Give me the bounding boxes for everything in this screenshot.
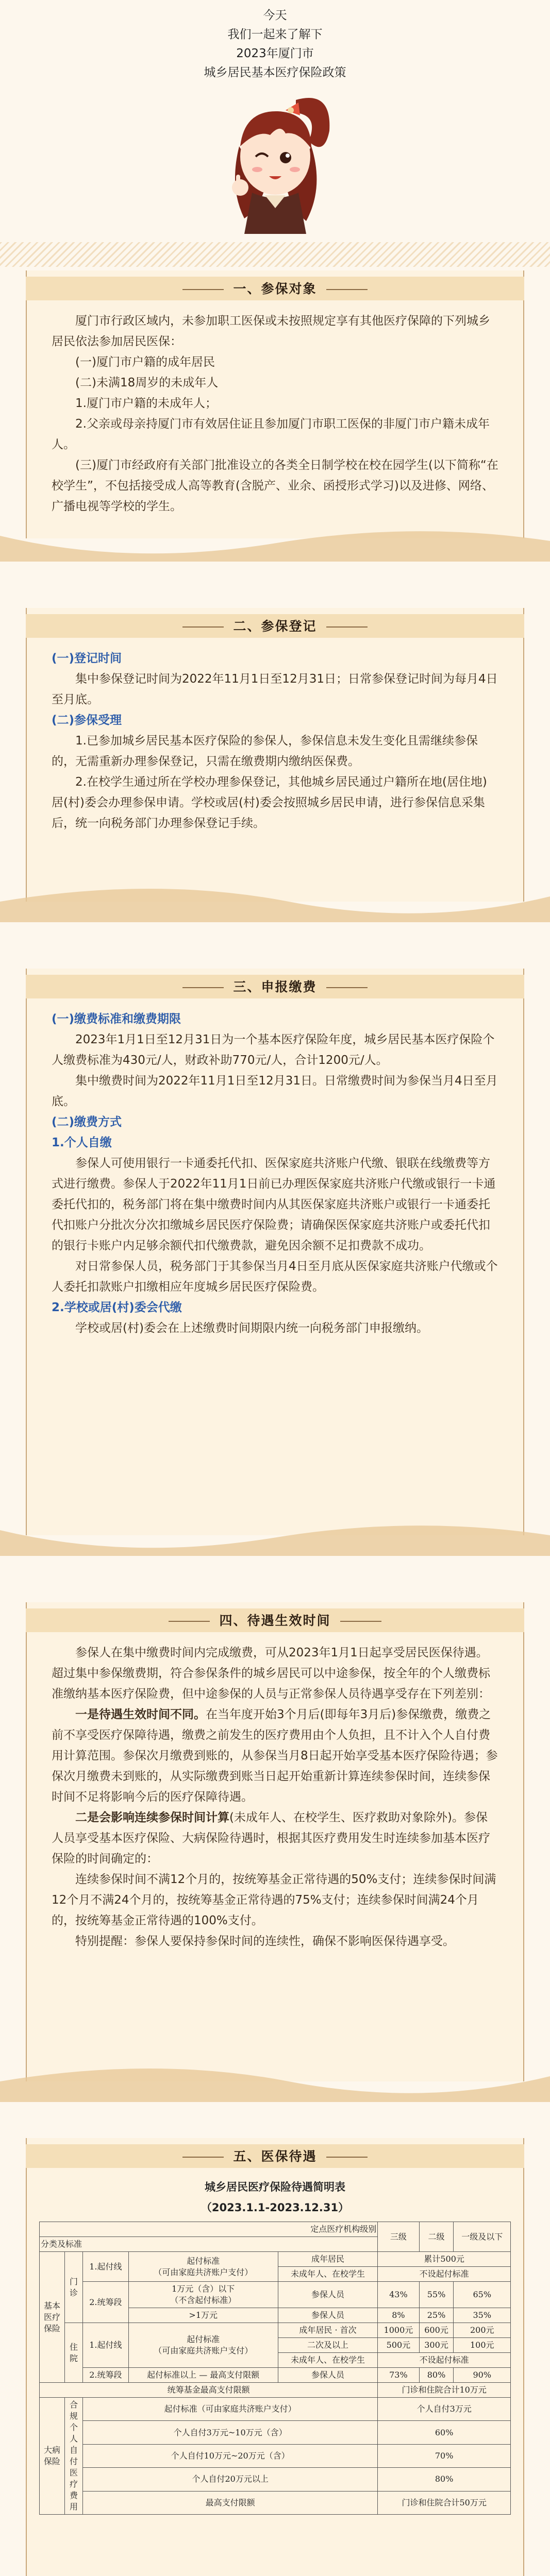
mascot-girl-icon xyxy=(208,84,342,234)
table-cell: 参保人员 xyxy=(278,2368,378,2383)
wave-divider xyxy=(0,1510,550,1556)
table-cell: 二次及以上 xyxy=(278,2338,378,2353)
table-cell: 73% xyxy=(378,2368,419,2383)
emphasis: 二是会影响连续参保时间计算 xyxy=(75,1811,229,1824)
section-title: 一、参保对象 xyxy=(27,279,523,297)
wave-divider xyxy=(0,515,550,562)
table-title: 城乡居民医疗保险待遇简明表 xyxy=(205,2181,345,2193)
subheading: (一)缴费标准和缴费期限 xyxy=(52,1012,181,1026)
table-cell: 门诊 xyxy=(65,2252,83,2323)
table-cell: 65% xyxy=(454,2282,511,2308)
subheading: (二)参保受理 xyxy=(52,714,122,727)
section-body xyxy=(27,306,523,517)
paragraph: 2023年1月1日至12月31日为一个基本医疗保险年度，城乡居民基本医疗保险个人缴费标准为430元/人，财政补助770元/人，合计1200元/人。 xyxy=(52,1033,495,1067)
table-row xyxy=(40,2252,511,2267)
table-cell: >1万元 xyxy=(128,2308,278,2323)
table-cell: 门诊和住院合计50万元 xyxy=(378,2491,511,2514)
table-cell: 90% xyxy=(454,2368,511,2383)
section-header xyxy=(27,2138,523,2173)
table-cell: 1.起付线 xyxy=(83,2252,129,2282)
section-header xyxy=(27,608,523,643)
emphasis: 一是待遇生效时间不同。 xyxy=(75,1708,206,1721)
table-cell: 2.统筹段 xyxy=(83,2282,129,2323)
section-body xyxy=(27,1637,523,1952)
benefits-table xyxy=(39,2222,511,2515)
table-cell: 个人自付10万元~20万元（含） xyxy=(83,2444,378,2467)
section-header xyxy=(27,270,523,306)
table-cell: 70% xyxy=(378,2444,511,2467)
paragraph xyxy=(52,1704,498,1807)
table-row xyxy=(40,2222,511,2237)
table-cell-note: （不含起付标准） xyxy=(170,2295,237,2305)
paragraph: 1.厦门市户籍的未成年人； xyxy=(75,397,217,410)
table-cell: 个人自付3万元 xyxy=(378,2398,511,2421)
paragraph: (二)未满18周岁的未成年人 xyxy=(75,376,219,389)
table-cell: 成年居民 xyxy=(278,2252,378,2267)
table-row xyxy=(40,2468,511,2491)
subheading: (二)缴费方式 xyxy=(52,1115,122,1129)
paragraph: (一)厦门市户籍的成年居民 xyxy=(75,355,215,369)
table-cell: 合规个人自付医疗费用 xyxy=(65,2398,83,2515)
table-cell: 起付标准以上 — 最高支付限额 xyxy=(128,2368,278,2383)
table-cell: 43% xyxy=(378,2282,419,2308)
section-title: 四、待遇生效时间 xyxy=(27,1611,523,1629)
table-header-level: 二级 xyxy=(419,2222,454,2252)
table-cell-note: （可由家庭共济账户支付） xyxy=(154,2267,253,2277)
section-body xyxy=(27,1004,523,1338)
paragraph: 集中缴费时间为2022年11月1日至12月31日。日常缴费时间为参保当月4日至月底。 xyxy=(52,1074,498,1108)
paragraph-text: (未成年人、在校学生、医疗救助对象除外)。参保人员享受基本医疗保险、大病保险待遇时，根据其医疗费用发生时连续参加基本医疗保险的时间确定的： xyxy=(52,1811,490,1866)
table-row xyxy=(40,2323,511,2338)
table-cell: 大病保险 xyxy=(40,2398,65,2515)
section-eligibility xyxy=(26,270,524,538)
table-cell xyxy=(128,2323,278,2368)
table-cell: 2.统筹段 xyxy=(83,2368,129,2383)
table-cell: 100元 xyxy=(454,2338,511,2353)
intro xyxy=(0,0,550,82)
subheading: 1.个人自缴 xyxy=(52,1136,112,1149)
table-cell xyxy=(128,2252,278,2282)
table-cell: 参保人员 xyxy=(278,2308,378,2323)
table-cell: 基本医疗保险 xyxy=(40,2252,65,2383)
table-cell-text: 起付标准 xyxy=(187,2334,220,2344)
paragraph: 参保人在集中缴费时间内完成缴费，可从2023年1月1日起享受居民医保待遇。超过集中参保缴费期，符合参保条件的城乡居民可以中途参保，按全年的个人缴费标准缴纳基本医疗保险费，但中途参保的人员与正常参保人员待遇享受存在下列差别： xyxy=(52,1646,490,1701)
section-benefits xyxy=(26,2138,524,2576)
table-cell-text: 起付标准 xyxy=(187,2256,220,2266)
subheading: 2.学校或居(村)委会代缴 xyxy=(52,1301,182,1314)
table-subtitle: （2023.1.1-2023.12.31） xyxy=(201,2201,349,2214)
table-cell: 300元 xyxy=(419,2338,454,2353)
paragraph: 2.在校学生通过所在学校办理参保登记，其他城乡居民通过户籍所在地(居住地)居(村)委会办理参保申请。学校或居(村)委会按照城乡居民申请，进行参保信息采集后，统一向税务部门办理参保登记手续。 xyxy=(52,775,487,830)
mascot-illustration xyxy=(208,84,342,234)
table-cell: 最高支付限额 xyxy=(83,2491,378,2514)
table-cell: 25% xyxy=(419,2308,454,2323)
paragraph xyxy=(52,1807,498,1869)
table-cell-text: 1万元（含）以下 xyxy=(172,2284,235,2294)
section-registration xyxy=(26,608,524,902)
intro-line-4: 城乡居民基本医疗保险政策 xyxy=(204,66,346,79)
section-header xyxy=(27,1602,523,1637)
intro-line-1: 今天 xyxy=(263,9,287,22)
table-cell-text: 成年居民 xyxy=(299,2325,332,2335)
table-cell: 成年居民 · 首次 xyxy=(278,2323,378,2338)
paragraph: 学校或居(村)委会在上述缴费时间期限内统一向税务部门申报缴纳。 xyxy=(75,1321,428,1335)
table-row xyxy=(40,2398,511,2421)
table-cell: 个人自付20万元以上 xyxy=(83,2468,378,2491)
wave-divider xyxy=(0,876,550,922)
table-cell: 个人自付3万元~10万元（含） xyxy=(83,2421,378,2444)
paragraph-text: 在当年度开始3个月后(即每年3月后)参保缴费，缴费之前不享受医疗保障待遇，缴费之前发生的医疗费用由个人负担，且不计入个人自付费用计算范围。参保次月缴费到账的，从参保当月8日起开始享受基本医疗保险待遇；参保次月缴费未到账的，从实际缴费到账当日起开始重新计算连续参保时间，连续参保时间不足将影响今后的医疗保障待遇。 xyxy=(52,1708,498,1804)
paragraph: 连续参保时间不满12个月的，按统筹基金正常待遇的50%支付；连续参保时间满12个月不满24个月的，按统筹基金正常待遇的75%支付；连续参保时间满24个月的，按统筹基金正常待遇的100%支付。 xyxy=(52,1873,496,1927)
table-row xyxy=(40,2368,511,2383)
table-row xyxy=(40,2383,511,2398)
table-cell: 起付标准（可由家庭共济账户支付） xyxy=(83,2398,378,2421)
table-cell xyxy=(128,2282,278,2308)
paragraph: 特别提醒：参保人要保持参保时间的连续性，确保不影响医保待遇享受。 xyxy=(75,1935,455,1948)
table-cell: 200元 xyxy=(454,2323,511,2338)
table-cell: 1.起付线 xyxy=(83,2323,129,2368)
table-cell: 80% xyxy=(419,2368,454,2383)
wave-divider xyxy=(0,2056,550,2102)
section-header xyxy=(27,969,523,1004)
table-row xyxy=(40,2491,511,2514)
table-cell: 600元 xyxy=(419,2323,454,2338)
paragraph: 2.父亲或母亲持厦门市有效居住证且参加厦门市职工医保的非厦门市户籍未成年人。 xyxy=(52,417,490,451)
section-title: 二、参保登记 xyxy=(27,616,523,635)
table-cell: 不设起付标准 xyxy=(378,2353,511,2368)
stripe-decoration xyxy=(0,242,550,267)
table-cell: 500元 xyxy=(378,2338,419,2353)
table-cell-text: 首次 xyxy=(340,2325,357,2335)
table-cell: 参保人员 xyxy=(278,2282,378,2308)
table-cell: 统筹基金最高支付限额 xyxy=(40,2383,378,2398)
table-cell: 35% xyxy=(454,2308,511,2323)
section-benefit-effective xyxy=(26,1602,524,2081)
paragraph: (三)厦门市经政府有关部门批准设立的各类全日制学校在校在园学生(以下简称“在校学生”，不包括接受成人高等教育(含脱产、业余、函授形式学习)以及进修、网络、广播电视等学校的学生。 xyxy=(52,459,498,513)
table-cell: 8% xyxy=(378,2308,419,2323)
table-cell: 未成年人、在校学生 xyxy=(278,2267,378,2282)
table-header-level: 三级 xyxy=(378,2222,419,2252)
table-cell: 未成年人、在校学生 xyxy=(278,2353,378,2368)
section-body xyxy=(27,643,523,834)
table-cell: 累计500元 xyxy=(378,2252,511,2267)
table-header-hospital: 定点医疗机构级别 xyxy=(40,2222,378,2237)
paragraph: 对日常参保人员，税务部门于其参保当月4日至月底从医保家庭共济账户代缴或个人委托扣款账户扣缴相应年度城乡居民医疗保险费。 xyxy=(52,1260,498,1294)
paragraph: 参保人可使用银行一卡通委托代扣、医保家庭共济账户代缴、银联在线缴费等方式进行缴费。参保人于2022年11月1日前已办理医保家庭共济账户代缴或银行一卡通委托代扣的，税务部门将在集中缴费时间内从其医保家庭共济账户或银行一卡通委托代扣账户分批次分次扣缴城乡居民医疗保险费；请确保医保家庭共济账户或委托代扣的银行卡账户内足够余额代扣代缴费款，避免因余额不足扣费款不成功。 xyxy=(52,1157,496,1252)
table-row xyxy=(40,2282,511,2308)
paragraph: 1.已参加城乡居民基本医疗保险的参保人，参保信息未发生变化且需继续参保的，无需重新办理参保登记，只需在缴费期内缴纳医保费。 xyxy=(52,734,478,768)
intro-line-2: 我们一起来了解下 xyxy=(227,28,323,41)
table-cell: 门诊和住院合计10万元 xyxy=(378,2383,511,2398)
table-header-level: 一级及以下 xyxy=(454,2222,511,2252)
subheading: (一)登记时间 xyxy=(52,652,122,665)
table-header-category: 分类及标准 xyxy=(40,2237,378,2252)
table-cell: 不设起付标准 xyxy=(378,2267,511,2282)
table-wrap xyxy=(27,2173,523,2515)
table-cell-note: （可由家庭共济账户支付） xyxy=(154,2346,253,2355)
table-cell: 55% xyxy=(419,2282,454,2308)
section-title: 五、医保待遇 xyxy=(27,2146,523,2165)
section-title: 三、申报缴费 xyxy=(27,977,523,995)
paragraph: 集中参保登记时间为2022年11月1日至12月31日；日常参保登记时间为每月4日至月底。 xyxy=(52,672,498,706)
table-row xyxy=(40,2444,511,2467)
section-payment xyxy=(26,969,524,1535)
table-cell: 住院 xyxy=(65,2323,83,2383)
paragraph: 厦门市行政区域内，未参加职工医保或未按照规定享有其他医疗保障的下列城乡居民依法参加居民医保： xyxy=(52,314,490,348)
table-row xyxy=(40,2421,511,2444)
table-cell: 80% xyxy=(378,2468,511,2491)
intro-line-3: 2023年厦门市 xyxy=(236,47,314,60)
table-cell: 60% xyxy=(378,2421,511,2444)
table-cell: 1000元 xyxy=(378,2323,419,2338)
